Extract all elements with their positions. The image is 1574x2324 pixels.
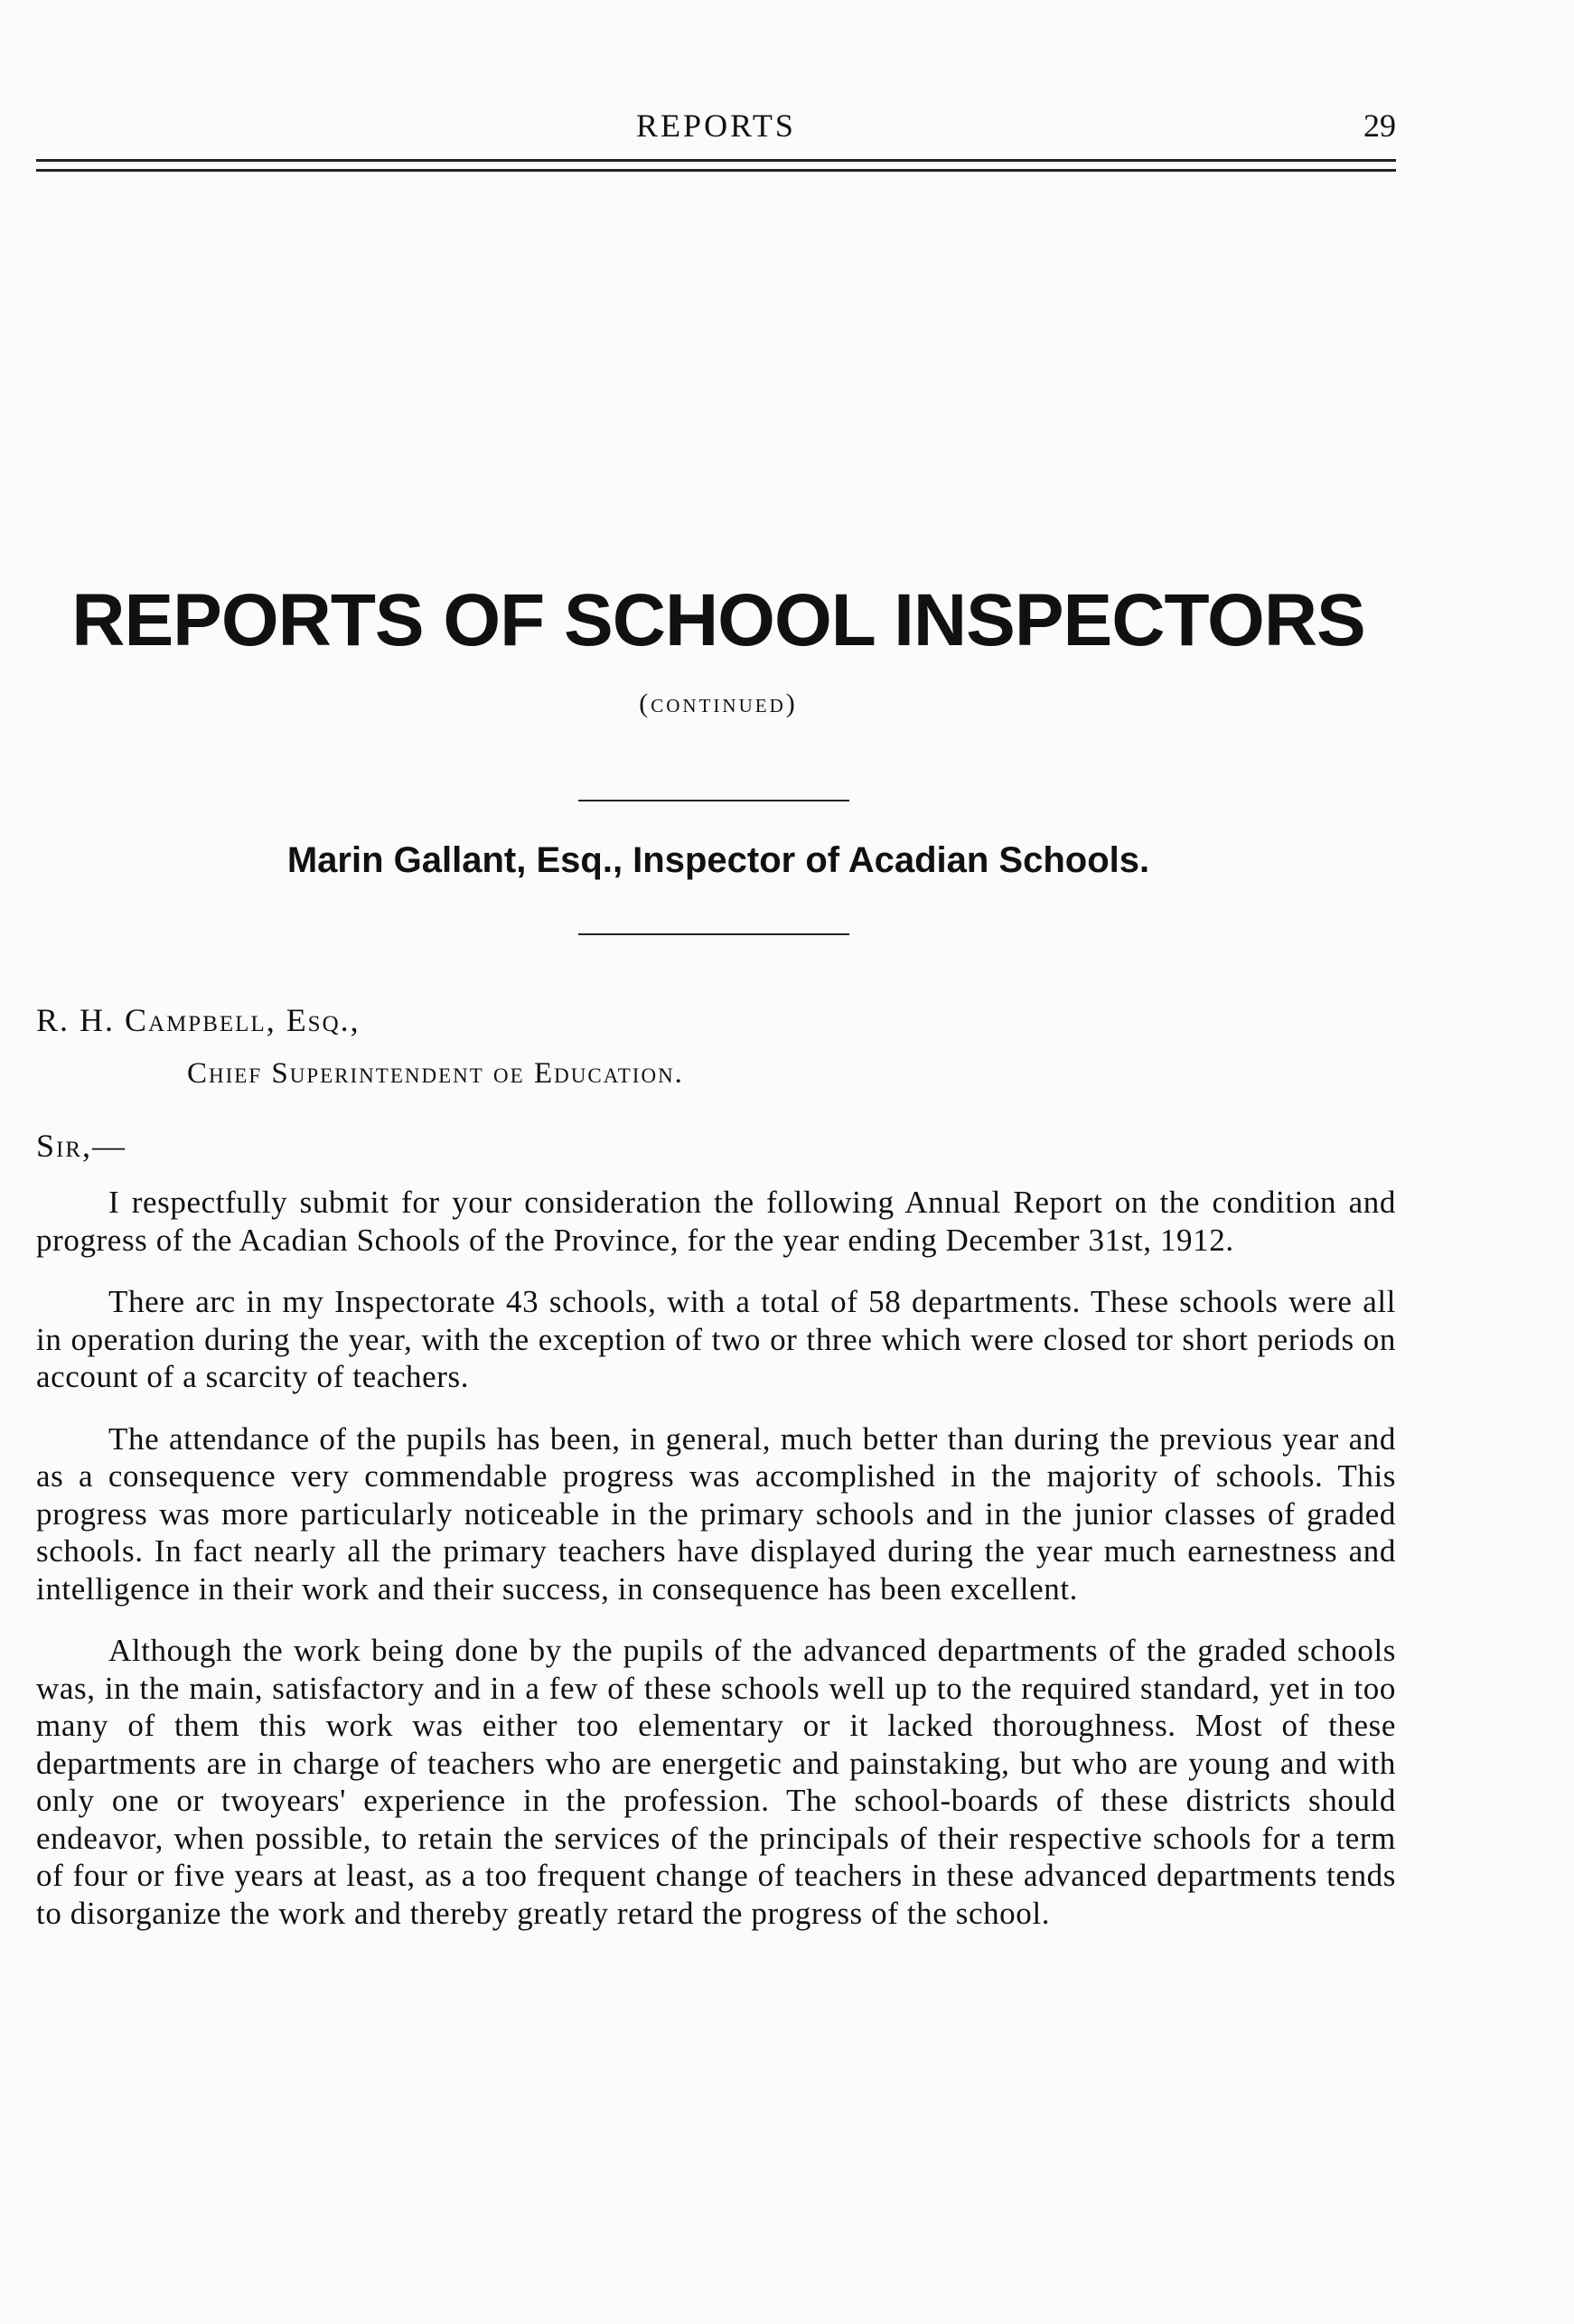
divider-rule-bottom: [578, 933, 849, 935]
letter-body: [36, 1184, 1396, 1956]
divider-rule-top: [578, 800, 849, 801]
header-double-rule: [36, 159, 1396, 172]
page-title: REPORTS OF SCHOOL INSPECTORS: [71, 579, 1365, 661]
running-title: REPORTS: [636, 108, 796, 144]
inspector-byline: Marin Gallant, Esq., Inspector of Acadian Schools.: [286, 840, 1150, 880]
body-paragraph: Although the work being done by the pupils of the advanced departments of the graded schools was, in the main, satisfactory and in a few of these schools well up to the required standard, yet in too many of them this work was either too elementary or it lacked thoroughness. Most of these departments are in charge of teachers who are energetic and painstaking, but who are young and with only one or twoyears' experience in the profession. The school-boards of these districts should endeavor, when possible, to retain the services of the principals of their respective schools for a term of four or five years at least, as a too frequent change of teachers in these advanced departments tends to disorganize the work and thereby greatly retard the progress of the school.: [36, 1633, 1396, 1931]
title-continued-note: (continued): [639, 689, 798, 718]
body-paragraph: The attendance of the pupils has been, in general, much better than during the previous year and as a consequence very commendable progress was accomplished in the majority of schools. This progress was more particularly noticeable in the primary schools and in the junior classes of graded schools. In fact nearly all the primary teachers have displayed during the year much earnestness and intelligence in their work and their success, in consequence has been excellent.: [36, 1420, 1396, 1607]
running-header: [36, 107, 1396, 152]
letter-salutation: Sir,—: [36, 1128, 127, 1164]
body-paragraph: I respectfully submit for your consideration the following Annual Report on the condition and progress of the Acadian Schools of the Province, for the year ending December 31st, 1912.: [36, 1185, 1396, 1258]
body-paragraph: There arc in my Inspectorate 43 schools, with a total of 58 departments. These schools were all in operation during the year, with the exception of two or three which were closed tor short periods on account of a scarcity of teachers.: [36, 1284, 1396, 1394]
letter-addressee-title: Chief Superintendent oe Education.: [187, 1057, 684, 1090]
letter-addressee: R. H. Campbell, Esq.,: [36, 1002, 361, 1038]
page-number: 29: [1363, 108, 1396, 144]
